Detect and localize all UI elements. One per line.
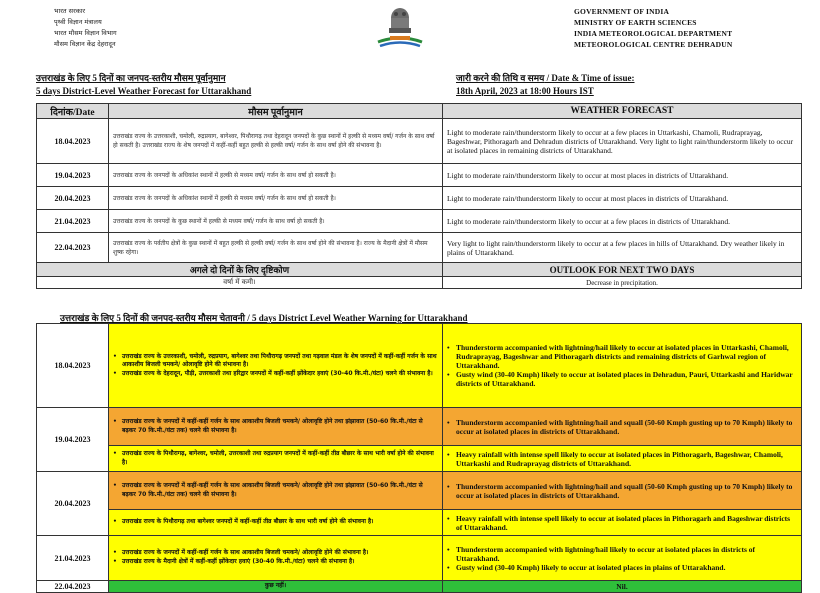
header-left-line: पृथ्वी विज्ञान मंत्रालय: [54, 18, 102, 26]
warning-row: [37, 324, 802, 408]
warning-english: [443, 472, 802, 510]
warning-table: [36, 323, 802, 593]
warning-row: [37, 472, 802, 510]
header-left: [54, 6, 117, 50]
warning-date: 19.04.2023: [37, 408, 109, 472]
issue-label-hindi: जारी करने की तिथि व समय: [456, 73, 545, 83]
warning-row: [37, 510, 802, 536]
header-right-line: MINISTRY OF EARTH SCIENCES: [574, 18, 697, 27]
warning-hindi: [109, 536, 443, 581]
forecast-date: 20.04.2023: [37, 187, 109, 210]
header-right-line: INDIA METEOROLOGICAL DEPARTMENT: [574, 29, 733, 38]
col-hindi-header: मौसम पूर्वानुमान: [109, 104, 443, 119]
warning-bullet: • उत्तराखंड राज्य के जनपदों में कहीं-कहीं गर्जन के साथ आकाशीय बिजली चमकने/ ओलावृष्टि होने तथा झंझावात (50-60 कि.मी./घंटा से बढ़कर 70 कि.मी./घंटा तक) चलने की संभावना है।: [113, 418, 438, 435]
forecast-english: Light to moderate rain/thunderstorm likely to occur at a few places in districts of Uttarakhand.: [443, 210, 802, 233]
issue-datetime: 18th April, 2023 at 18:00 Hours IST: [456, 86, 594, 96]
warning-hindi: [109, 446, 443, 472]
warning-hindi: कुछ नहीं।: [109, 581, 443, 593]
warning-row: [37, 446, 802, 472]
outlook-row: [37, 277, 802, 289]
warning-english: [443, 408, 802, 446]
warning-bullet: • Thunderstorm accompanied with lightning/hail likely to occur at isolated places in Uttarkashi, Chamoli, Rudraprayag, Bageshwar and Pithoragarh districts and remaining districts of Garhwal region of Uttarakhand.: [447, 343, 797, 370]
forecast-row: [37, 233, 802, 263]
forecast-hindi: उत्तराखंड राज्य के उत्तरकाशी, चमोली, रुद्रप्रयाग, बागेश्वर, पिथौरागढ़ तथा देहरादून जनपदों के कुछ स्थानों में हल्की से मध्यम वर्षा/ गर्जन के साथ वर्षा हो सकती है। उत्तराखंड राज्य के शेष जनपदों में कहीं-कहीं बहुत हल्की से हल्की वर्षा/ गर्जन के साथ वर्षा होने की संभावना है।: [109, 119, 443, 164]
header-right-line: GOVERNMENT OF INDIA: [574, 7, 670, 16]
warning-bullet: • Gusty wind (30-40 Kmph) likely to occur at isolated places in plains of Uttarakhand.: [447, 563, 797, 572]
warning-english: [443, 324, 802, 408]
forecast-english: Very light to light rain/thunderstorm likely to occur at a few places in hills of Uttarakhand. Dry weather likely in plains of Uttarakhand.: [443, 233, 802, 263]
forecast-english: Light to moderate rain/thunderstorm likely to occur at most places in districts of Uttarakhand.: [443, 164, 802, 187]
warning-bullet: • उत्तराखंड राज्य के देहरादून, पौड़ी, उत्तरकाशी तथा हरिद्वार जनपदों में कहीं-कहीं झोंकेदार हवाएं (30-40 कि.मी./घंटा) चलने की संभावना है।: [113, 370, 438, 379]
forecast-row: [37, 164, 802, 187]
forecast-date: 19.04.2023: [37, 164, 109, 187]
warning-hindi: [109, 510, 443, 536]
forecast-date: 21.04.2023: [37, 210, 109, 233]
warning-bullet: • Thunderstorm accompanied with lightning/hail and squall (50-60 Kmph gusting up to 70 Kmph) likely to occur at isolated places in districts of Uttarakhand.: [447, 482, 797, 500]
header-left-line: मौसम विज्ञान केंद्र देहरादून: [54, 40, 116, 48]
forecast-hindi: उत्तराखंड राज्य के जनपदों के अधिकांश स्थानों में हल्की से मध्यम वर्षा/ गर्जन के साथ वर्षा हो सकती है।: [109, 187, 443, 210]
warning-bullet: • Heavy rainfall with intense spell likely to occur at isolated places in Pithoragarh and Bageshwar districts of Uttarakhand.: [447, 514, 797, 532]
forecast-row: [37, 187, 802, 210]
header-right-line: METEOROLOGICAL CENTRE DEHRADUN: [574, 40, 733, 49]
forecast-header-row: [37, 104, 802, 119]
forecast-row: [37, 210, 802, 233]
forecast-hindi: उत्तराखंड राज्य के जनपदों के कुछ स्थानों में हल्की से मध्यम वर्षा/ गर्जन के साथ वर्षा हो सकती है।: [109, 210, 443, 233]
warning-english: [443, 446, 802, 472]
warning-bullet: • Thunderstorm accompanied with lightning/hail likely to occur at isolated places in districts of Uttarakhand.: [447, 545, 797, 563]
warning-bullet: • उत्तराखंड राज्य के उत्तरकाशी, चमोली, रुद्रप्रयाग, बागेश्वर तथा पिथौरागढ़ जनपदों तथा गढ़वाल मंडल के शेष जनपदों में कहीं-कहीं गर्जन के साथ आकाशीय बिजली चमकने/ ओलावृष्टि होने की संभावना है।: [113, 353, 438, 370]
forecast-row: [37, 119, 802, 164]
issue-label-english: / Date & Time of issue:: [544, 73, 635, 83]
outlook-header-row: [37, 263, 802, 277]
warning-bullet: • उत्तराखंड राज्य के जनपदों में कहीं-कहीं गर्जन के साथ आकाशीय बिजली चमकने/ ओलावृष्टि होने की संभावना है।: [113, 549, 438, 558]
forecast-title-hindi: उत्तराखंड के लिए 5 दिनों का जनपद-स्तरीय मौसम पूर्वानुमान: [36, 73, 226, 83]
warning-bullet: • उत्तराखंड राज्य के पिथौरागढ़, बागेश्वर, चमोली, उत्तरकाशी तथा रुद्रप्रयाग जनपदों में कहीं-कहीं तीव्र बौछार के साथ भारी वर्षा होने की संभावना है।: [113, 450, 438, 467]
outlook-header-hindi: अगले दो दिनों के लिए दृष्टिकोण: [37, 263, 443, 277]
warning-bullet: • उत्तराखंड राज्य के जनपदों में कहीं-कहीं गर्जन के साथ आकाशीय बिजली चमकने/ ओलावृष्टि होने तथा झंझावात (50-60 कि.मी./घंटा से बढ़कर 70 कि.मी./घंटा तक) चलने की संभावना है।: [113, 482, 438, 499]
forecast-english: Light to moderate rain/thunderstorm likely to occur at most places in districts of Uttarakhand.: [443, 187, 802, 210]
col-date-header: दिनांक/Date: [37, 104, 109, 119]
forecast-date: 18.04.2023: [37, 119, 109, 164]
forecast-hindi: उत्तराखंड राज्य के पर्वतीय क्षेत्रों के कुछ स्थानों में बहुत हल्की से हल्की वर्षा/ गर्जन के साथ वर्षा होने की संभावना है। राज्य के मैदानी क्षेत्रों में मौसम शुष्क रहेगा।: [109, 233, 443, 263]
national-emblem-icon: [372, 4, 428, 50]
col-english-header: WEATHER FORECAST: [443, 104, 802, 119]
warning-english: [443, 536, 802, 581]
forecast-hindi: उत्तराखंड राज्य के जनपदों के अधिकांश स्थानों में हल्की से मध्यम वर्षा/ गर्जन के साथ वर्षा हो सकती है।: [109, 164, 443, 187]
warning-date: 20.04.2023: [37, 472, 109, 536]
outlook-value-hindi: वर्षा में कमी।: [37, 277, 443, 289]
warning-bullet: • Gusty wind (30-40 Kmph) likely to occur at isolated places in Dehradun, Pauri, Uttarkashi and Haridwar districts of Uttarakhand.: [447, 370, 797, 388]
warning-date: 18.04.2023: [37, 324, 109, 408]
forecast-table: [36, 103, 802, 289]
warning-title: उत्तराखंड के लिए 5 दिनों की जनपद-स्तरीय मौसम चेतावनी / 5 days District Level Weather Warning for Uttarakhand: [60, 313, 468, 323]
warning-bullet: • Thunderstorm accompanied with lightning/hail and squall (50-60 Kmph gusting up to 70 Kmph) likely to occur at isolated places in districts of Uttarakhand.: [447, 418, 797, 436]
warning-row: [37, 536, 802, 581]
outlook-value-english: Decrease in precipitation.: [443, 277, 802, 289]
issue-info: [456, 72, 635, 98]
warning-bullet: • उत्तराखंड राज्य के मैदानी क्षेत्रों में कहीं-कहीं झोंकेदार हवाएं (30-40 कि.मी./घंटा) चलने की संभावना है।: [113, 558, 438, 567]
warning-english: [443, 510, 802, 536]
warning-hindi: [109, 472, 443, 510]
warning-date: 22.04.2023: [37, 581, 109, 593]
header-left-line: भारत मौसम विज्ञान विभाग: [54, 29, 117, 37]
header-right: [574, 6, 733, 50]
warning-bullet: • Heavy rainfall with intense spell likely to occur at isolated places in Pithoragarh, Bageshwar, Chamoli, Uttarkashi and Rudraprayag districts of Uttarakhand.: [447, 450, 797, 468]
warning-row: [37, 408, 802, 446]
forecast-english: Light to moderate rain/thunderstorm likely to occur at a few places in Uttarkashi, Chamoli, Rudraprayag, Bageshwar, Pithoragarh and Dehradun districts of Uttarakhand. Very light to light rain/thunderstorm likely to occur at isolated places in remaining districts of Uttarakhand.: [443, 119, 802, 164]
forecast-title: [36, 72, 251, 98]
warning-date: 21.04.2023: [37, 536, 109, 581]
warning-row: [37, 581, 802, 593]
outlook-header-english: OUTLOOK FOR NEXT TWO DAYS: [443, 263, 802, 277]
warning-hindi: [109, 324, 443, 408]
forecast-date: 22.04.2023: [37, 233, 109, 263]
warning-hindi: [109, 408, 443, 446]
header-left-line: भारत सरकार: [54, 7, 86, 15]
forecast-title-english: 5 days District-Level Weather Forecast for Uttarakhand: [36, 86, 252, 96]
warning-english: Nil.: [443, 581, 802, 593]
warning-bullet: • उत्तराखंड राज्य के पिथौरागढ़ तथा बागेश्वर जनपदों में कहीं-कहीं तीव्र बौछार के साथ भारी वर्षा होने की संभावना है।: [113, 518, 438, 527]
